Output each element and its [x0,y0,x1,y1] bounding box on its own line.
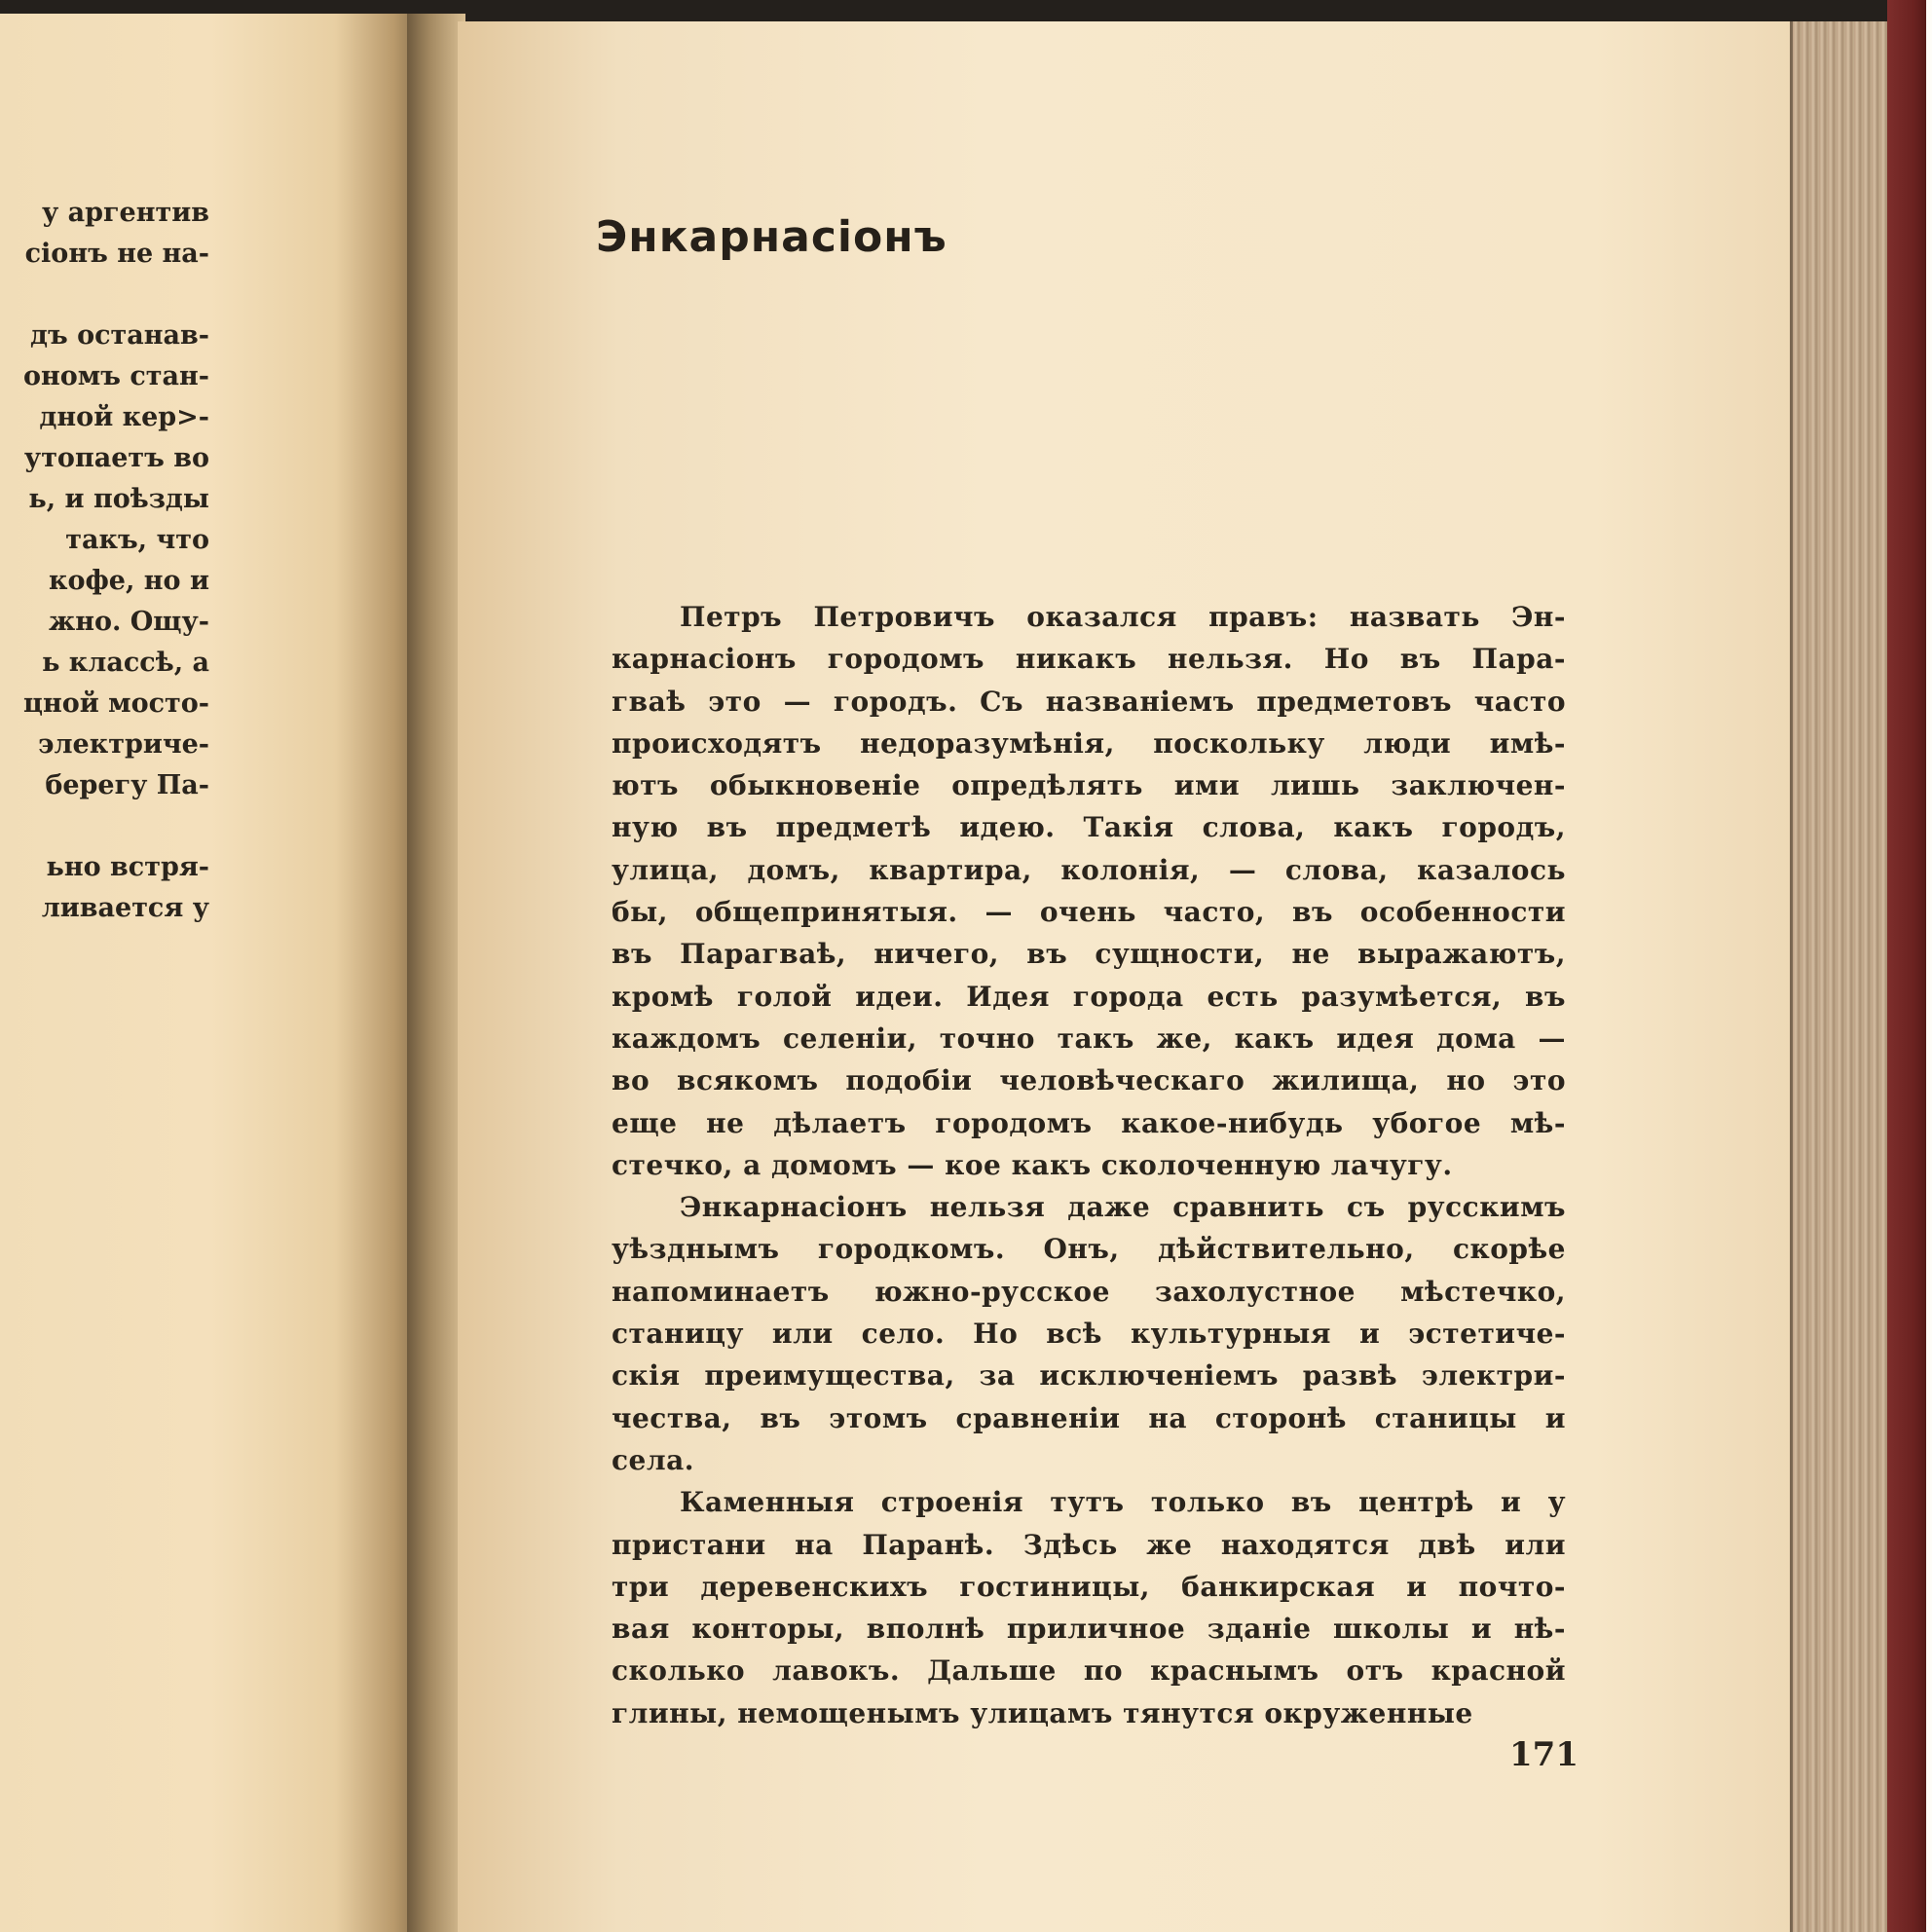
left-page-line: берегу Па- [45,770,209,800]
paragraph-line: Каменныя строенія тутъ только въ центрѣ и у [680,1486,1566,1519]
paragraph-line: гваѣ это — городъ. Съ названіемъ предметовъ часто [612,685,1566,718]
paragraph-line: происходятъ недоразумѣнія, поскольку люди имѣ- [612,726,1566,760]
paragraph-line: три деревенскихъ гостиницы, банкирская и почто- [612,1570,1566,1603]
paragraph-line: пристани на Паранѣ. Здѣсь же находятся двѣ или [612,1528,1566,1561]
paragraph-line: Петръ Петровичъ оказался правъ: назвать Эн- [680,601,1566,633]
paragraph-line: еще не дѣлаетъ городомъ какое-нибудь убогое мѣ- [612,1106,1566,1139]
paragraph-line: ную въ предметѣ идею. Такія слова, какъ городъ, [612,811,1566,844]
left-page-line: ономъ стан- [23,361,209,391]
left-page-line: дъ останав- [29,320,209,351]
paragraph-line: улица, домъ, квартира, колонія, — слова, казалось [612,853,1566,886]
paragraph-line: ютъ обыкновеніе опредѣлять ими лишь заключен- [612,769,1566,802]
paragraph-line: скія преимущества, за исключеніемъ развѣ электри- [612,1359,1566,1393]
paragraph-line: села. [612,1443,694,1476]
paragraph-line: уѣзднымъ городкомъ. Онъ, дѣйствительно, скорѣе [612,1233,1566,1266]
paragraph-line: сколько лавокъ. Дальше по краснымъ отъ красной [612,1654,1566,1688]
paragraph-line: Энкарнасіонъ нельзя даже сравнить съ русскимъ [680,1191,1566,1224]
paragraph-line: въ Парагваѣ, ничего, въ сущности, не выражаютъ, [612,938,1566,971]
left-page-line [0,275,209,316]
paragraph-line: глины, немощенымъ улицамъ тянутся окруженные [612,1696,1473,1729]
left-page-line: ь, и поѣзды [28,484,209,514]
paragraph-line: чества, въ этомъ сравненіи на сторонѣ станицы и [612,1401,1566,1434]
paragraph-line: карнасіонъ городомъ никакъ нельзя. Но въ Пара- [612,643,1566,676]
page-edges [1790,21,1890,1932]
left-page-line: такъ, что [65,525,209,555]
left-page-line: цной мосто- [23,688,209,719]
book-gutter [407,14,465,1932]
scan-margin [1926,0,1932,1932]
left-page-line: жно. Ощу- [48,607,209,637]
paragraph-line: напоминаетъ южно-русское захолустное мѣстечко, [612,1275,1566,1308]
left-page-line [0,806,209,847]
paragraph-line: кромѣ голой идеи. Идея города есть разумѣется, въ [612,980,1566,1013]
left-page-line: у аргентив [41,198,209,228]
paragraph-line: станицу или село. Но всѣ культурныя и эстетиче- [612,1318,1566,1351]
left-page-line: утопаетъ во [23,443,209,473]
paragraph-line: во всякомъ подобіи человѣческаго жилища, но это [612,1064,1566,1097]
left-page-line: кофе, но и [48,566,209,596]
left-page-line: ь классѣ, а [42,648,209,678]
page-number: 171 [1509,1735,1579,1774]
left-page-line: сіонъ не на- [24,239,209,269]
left-page-line: электриче- [38,729,209,760]
paragraph-line: вая конторы, вполнѣ приличное зданіе школы и нѣ- [612,1613,1566,1646]
left-page-line: ьно встря- [46,852,209,882]
left-page-line: дной кер>- [39,402,209,432]
body-text [612,596,1566,1734]
left-page-text [0,193,209,929]
paragraph-line: бы, общепринятыя. — очень часто, въ особенности [612,896,1566,929]
chapter-title: Энкарнасіонъ [596,212,947,262]
paragraph-line: стечко, а домомъ — кое какъ сколоченную лачугу. [612,1148,1453,1181]
paragraph-line: каждомъ селеніи, точно такъ же, какъ идея дома — [612,1022,1566,1055]
left-page-line: ливается у [41,893,209,923]
